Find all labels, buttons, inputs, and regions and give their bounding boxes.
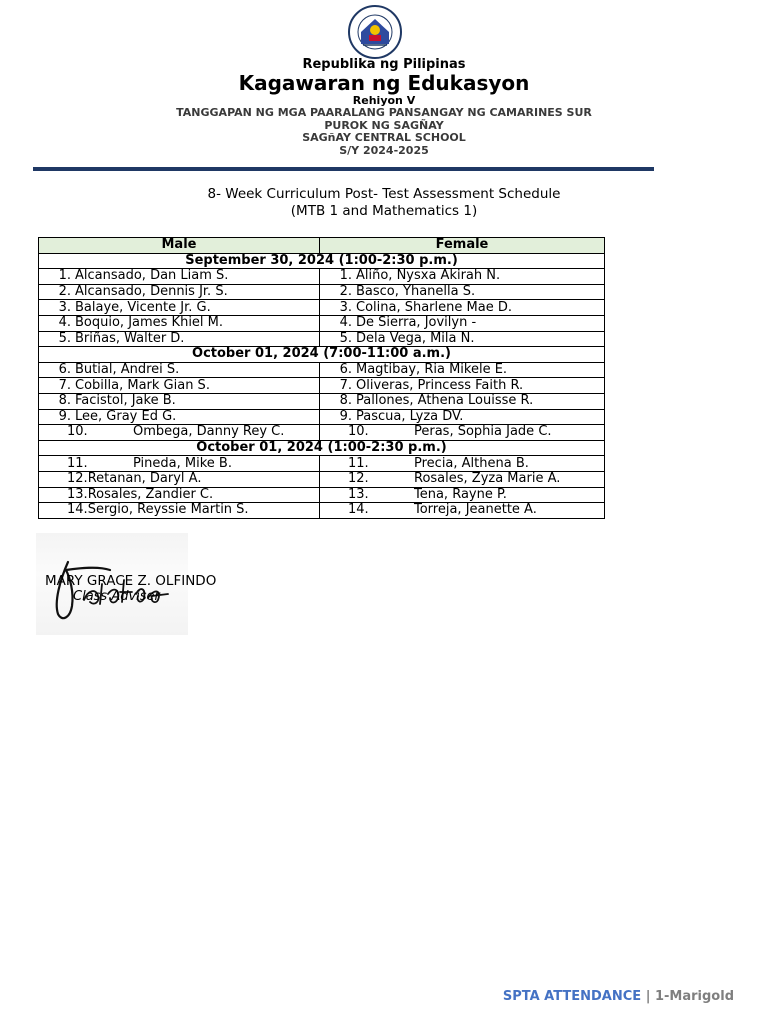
- male-student-number: 11.: [67, 455, 88, 471]
- table-row: [39, 503, 605, 519]
- female-student-cell: [320, 284, 605, 300]
- female-student-number: 13.: [348, 487, 369, 502]
- male-column-header: Male: [39, 238, 320, 254]
- male-student-name: Boquio, James Khiel M.: [75, 315, 224, 331]
- male-student-number: 14.: [67, 502, 88, 518]
- female-student-cell: [320, 471, 605, 487]
- region-heading: Rehiyon V: [352, 94, 416, 107]
- table-row: [39, 378, 605, 394]
- male-student-name: Cobilla, Mark Gian S.: [75, 377, 210, 393]
- table-row: [39, 393, 605, 409]
- footer-document-label: SPTA ATTENDANCE: [502, 989, 642, 1004]
- session-row: [39, 347, 605, 363]
- female-student-cell: [320, 393, 605, 409]
- female-student-name: Torreja, Jeanette A.: [414, 502, 537, 518]
- male-student-number: 5.: [58, 331, 71, 346]
- male-student-name: Sergio, Reyssie Martin S.: [87, 502, 249, 518]
- footer-separator: |: [645, 989, 651, 1004]
- female-student-number: 4.: [339, 315, 352, 331]
- female-student-name: Aliño, Nysxa Akirah N.: [356, 268, 501, 284]
- male-student-cell: [39, 378, 320, 394]
- male-student-name: Alcansado, Dan Liam S.: [75, 268, 229, 284]
- female-student-name: Colina, Sharlene Mae D.: [356, 299, 512, 315]
- male-student-cell: [39, 456, 320, 472]
- schedule-subtitle: (MTB 1 and Mathematics 1): [290, 203, 478, 219]
- table-row: [39, 300, 605, 316]
- male-student-name: Ombega, Danny Rey C.: [133, 424, 285, 440]
- male-student-cell: [39, 269, 320, 285]
- female-student-cell: [320, 378, 605, 394]
- male-student-cell: [39, 300, 320, 316]
- female-student-number: 2.: [339, 284, 352, 300]
- page-footer: [503, 989, 734, 1004]
- male-student-number: 10.: [67, 424, 88, 440]
- female-student-number: 12.: [348, 471, 369, 487]
- male-student-name: Balaye, Vicente Jr. G.: [75, 299, 211, 315]
- table-row: [39, 269, 605, 285]
- female-student-name: Dela Vega, Mila N.: [356, 331, 475, 346]
- footer-section-label: 1-Marigold: [654, 989, 734, 1004]
- table-row: [39, 315, 605, 331]
- female-student-cell: [320, 425, 605, 441]
- male-student-cell: [39, 471, 320, 487]
- female-student-name: Pascua, Lyza DV.: [356, 409, 464, 424]
- female-student-cell: [320, 362, 605, 378]
- female-student-number: 8.: [339, 393, 352, 409]
- male-student-number: 1.: [58, 268, 71, 284]
- schedule-title: 8- Week Curriculum Post- Test Assessment Schedule: [207, 186, 561, 202]
- male-student-number: 12.: [67, 471, 88, 487]
- male-student-cell: [39, 487, 320, 503]
- male-student-number: 9.: [58, 409, 71, 424]
- session-date-label: October 01, 2024 (7:00-11:00 a.m.): [39, 347, 605, 363]
- male-student-cell: [39, 284, 320, 300]
- female-student-name: Peras, Sophia Jade C.: [414, 424, 552, 440]
- department-heading: Kagawaran ng Edukasyon: [238, 71, 530, 95]
- table-row: [39, 362, 605, 378]
- table-row: [39, 409, 605, 425]
- female-student-name: Tena, Rayne P.: [414, 487, 507, 502]
- female-student-number: 14.: [348, 502, 369, 518]
- female-student-number: 9.: [339, 409, 352, 424]
- republic-heading: Republika ng Pilipinas: [302, 57, 466, 72]
- female-student-number: 3.: [339, 299, 352, 315]
- female-student-name: Oliveras, Princess Faith R.: [356, 377, 524, 393]
- female-student-cell: [320, 300, 605, 316]
- female-student-name: Pallones, Athena Louisse R.: [356, 393, 534, 409]
- male-student-number: 3.: [58, 299, 71, 315]
- male-student-number: 8.: [58, 393, 71, 409]
- female-student-number: 7.: [339, 377, 352, 393]
- adviser-role: Class Adviser: [73, 589, 160, 604]
- male-student-number: 7.: [58, 377, 71, 393]
- female-student-name: Rosales, Zyza Marie A.: [414, 471, 561, 487]
- district-line: PUROK NG SAGÑAY: [324, 119, 444, 132]
- female-student-cell: [320, 456, 605, 472]
- male-student-cell: [39, 425, 320, 441]
- male-student-cell: [39, 503, 320, 519]
- male-student-name: Retanan, Daryl A.: [87, 471, 202, 487]
- division-office-line: TANGGAPAN NG MGA PAARALANG PANSANGAY NG CAMARINES SUR: [176, 106, 592, 119]
- adviser-name: MARY GRACE Z. OLFINDO: [45, 573, 217, 589]
- male-student-cell: [39, 331, 320, 347]
- male-student-cell: [39, 393, 320, 409]
- male-student-number: 2.: [58, 284, 71, 300]
- session-date-label: September 30, 2024 (1:00-2:30 p.m.): [39, 253, 605, 269]
- female-student-name: Basco, Yhanella S.: [356, 284, 476, 300]
- header-divider: [33, 167, 654, 171]
- table-row: [39, 471, 605, 487]
- female-student-cell: [320, 409, 605, 425]
- table-row: [39, 425, 605, 441]
- table-row: [39, 456, 605, 472]
- school-year-line: S/Y 2024-2025: [339, 144, 429, 157]
- male-student-cell: [39, 315, 320, 331]
- female-student-number: 5.: [339, 331, 352, 346]
- female-student-number: 1.: [339, 268, 352, 284]
- male-student-number: 4.: [58, 315, 71, 331]
- table-header-row: [39, 238, 605, 254]
- female-student-cell: [320, 503, 605, 519]
- session-row: [39, 440, 605, 456]
- female-student-name: Precia, Althena B.: [414, 455, 529, 471]
- female-student-name: Magtibay, Ria Mikele E.: [356, 362, 508, 378]
- table-row: [39, 284, 605, 300]
- male-student-cell: [39, 362, 320, 378]
- session-row: [39, 253, 605, 269]
- female-student-name: De Sierra, Jovilyn -: [356, 315, 477, 331]
- schedule-table: [38, 237, 605, 519]
- female-student-cell: [320, 331, 605, 347]
- male-student-number: 6.: [58, 362, 71, 378]
- female-column-header: Female: [320, 238, 605, 254]
- table-row: [39, 487, 605, 503]
- female-student-number: 11.: [348, 455, 369, 471]
- female-student-number: 10.: [348, 424, 369, 440]
- male-student-number: 13.: [67, 487, 88, 502]
- table-row: [39, 331, 605, 347]
- female-student-cell: [320, 315, 605, 331]
- school-name-line: SAGñAY CENTRAL SCHOOL: [302, 131, 466, 144]
- male-student-name: Briñas, Walter D.: [75, 331, 185, 346]
- female-student-number: 6.: [339, 362, 352, 378]
- male-student-name: Lee, Gray Ed G.: [75, 409, 177, 424]
- female-student-cell: [320, 487, 605, 503]
- male-student-cell: [39, 409, 320, 425]
- male-student-name: Facistol, Jake B.: [75, 393, 176, 409]
- male-student-name: Rosales, Zandier C.: [87, 487, 214, 502]
- male-student-name: Butial, Andrei S.: [75, 362, 180, 378]
- session-date-label: October 01, 2024 (1:00-2:30 p.m.): [39, 440, 605, 456]
- female-student-cell: [320, 269, 605, 285]
- male-student-name: Alcansado, Dennis Jr. S.: [75, 284, 228, 300]
- deped-seal-logo: [343, 4, 407, 60]
- male-student-name: Pineda, Mike B.: [133, 455, 232, 471]
